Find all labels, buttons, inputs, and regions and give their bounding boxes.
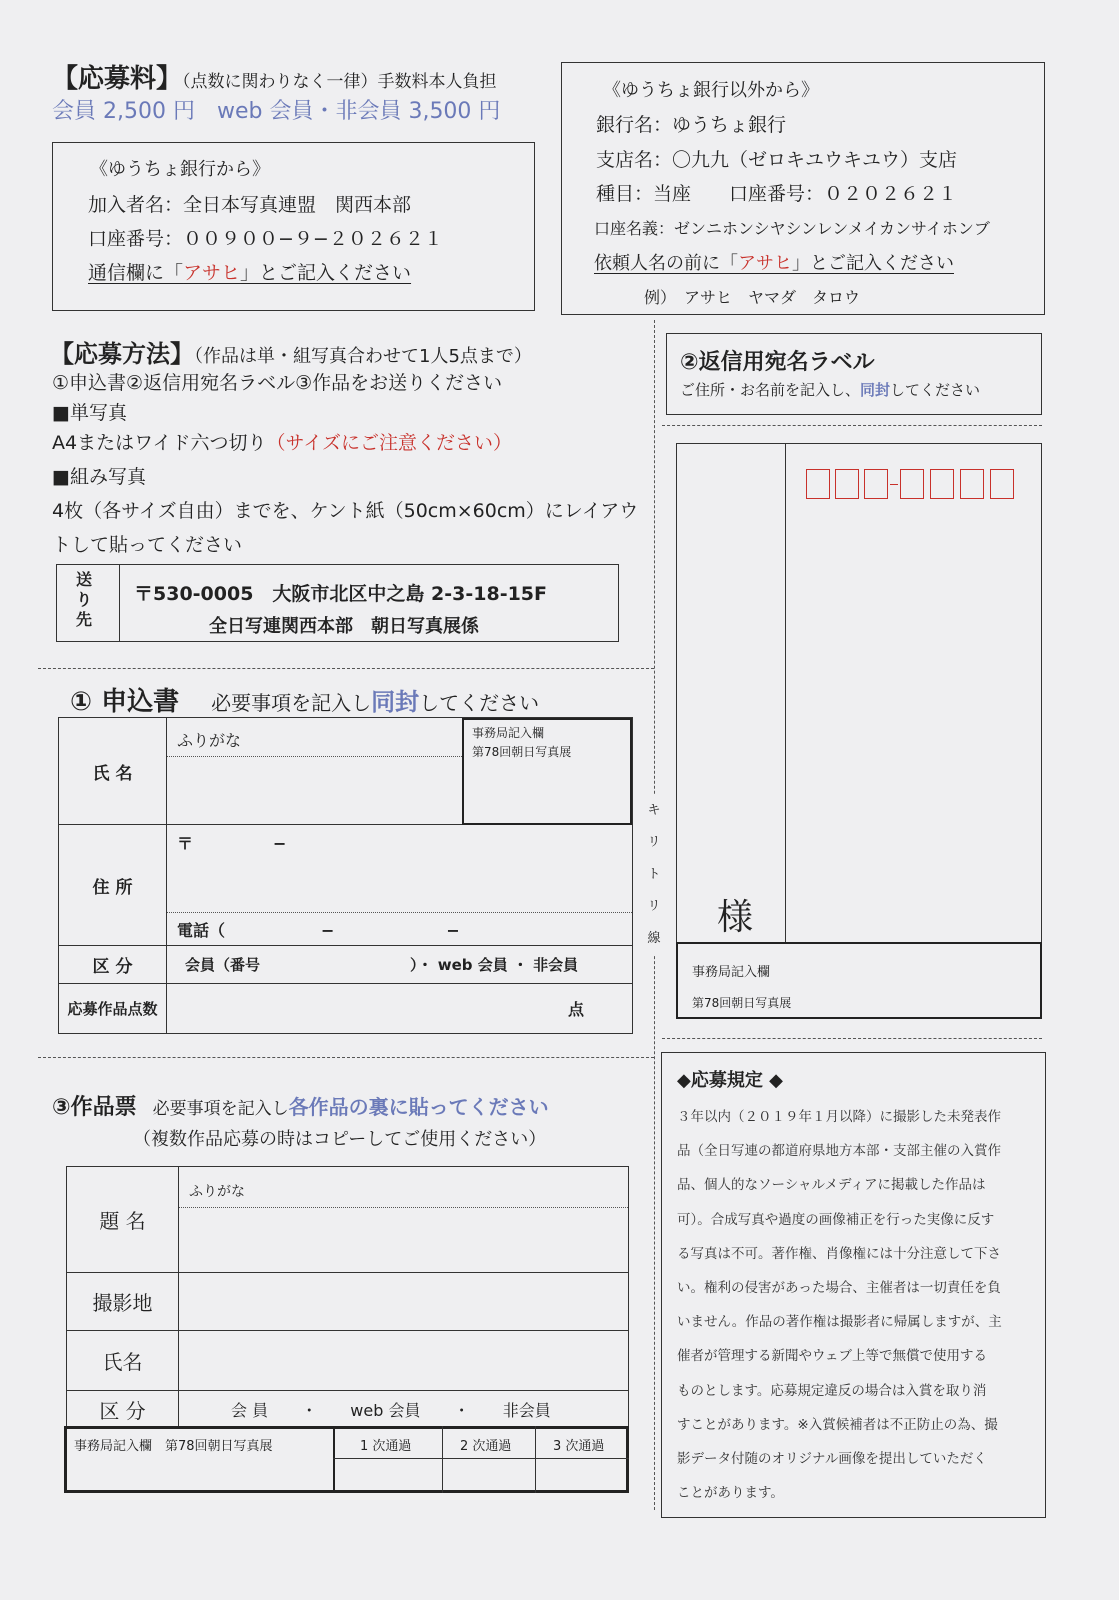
rules-line: いません。作品の著作権は撮影者に帰属しますが、主 (677, 1314, 1002, 1331)
reply-label-name-area[interactable] (678, 445, 783, 940)
ticket-round-3: 3 次通過 (553, 1439, 605, 1454)
method-send: ①申込書②返信用宛名ラベル③作品をお送りください (52, 372, 503, 394)
method-heading (50, 334, 532, 369)
requester-keyword: アサヒ (738, 253, 792, 274)
label-title: ②返信用宛名ラベル (680, 350, 875, 375)
postal-box-2[interactable] (835, 469, 859, 499)
cut-line-right-top (662, 425, 1042, 426)
form-count-label: 応募作品点数 (67, 1000, 158, 1018)
ticket-category-cell[interactable] (179, 1391, 629, 1428)
form-count-cell[interactable] (167, 984, 633, 1034)
application-form-table (58, 717, 633, 1034)
ticket-cat-web: web 会員 (350, 1400, 421, 1420)
form-count-unit: 点 (567, 1000, 584, 1019)
label-office-label: 事務局記入欄 (692, 965, 771, 980)
ticket-round-2: 2 次通過 (460, 1439, 512, 1454)
form-category-label-cell (59, 946, 167, 984)
yucho-other-branch: 支店名：〇九九（ゼロキユウキユウ）支店 (596, 149, 958, 171)
size-warning: （サイズにご注意ください） (266, 432, 513, 454)
form-phone: 電話（ − − (177, 921, 460, 940)
form-furigana: ふりがな (177, 731, 242, 750)
form-instruction-end: してください (419, 691, 540, 715)
ticket-name-label: 氏名 (102, 1350, 143, 1374)
ticket-round-1-check[interactable] (335, 1460, 441, 1490)
form-name-cell[interactable] (167, 718, 633, 825)
rules-line: 品、個人的なソーシャルメディアに掲載した作品は (677, 1177, 986, 1194)
phone-divider (167, 912, 632, 913)
postal-box-4[interactable] (900, 469, 924, 499)
label-enclose: 同封 (860, 381, 891, 399)
yucho-other-requester: 依頼人名の前に「アサヒ」とご記入ください (594, 253, 954, 274)
yucho-from-heading: 《ゆうちょ銀行から》 (90, 159, 270, 180)
ticket-name-label-cell (67, 1331, 179, 1391)
address-label-divider (119, 564, 120, 642)
reply-label-address-area[interactable] (788, 510, 1040, 940)
postal-box-1[interactable] (806, 469, 830, 499)
ticket-category-label: 区 分 (99, 1398, 146, 1423)
ticket-furigana: ふりがな (189, 1184, 245, 1200)
rules-line: すことがあります。※入賞候補者は不正防止の為、撮 (677, 1416, 998, 1433)
rules-title: ◆応募規定 ◆ (677, 1070, 783, 1091)
ticket-cat-dot-2: ・ (453, 1400, 470, 1420)
form-name-label: 氏 名 (92, 763, 133, 784)
form-address-label: 住 所 (92, 877, 133, 898)
ticket-round-1: 1 次通過 (360, 1439, 412, 1454)
work-ticket-table (66, 1166, 629, 1428)
cut-line-left-bottom (38, 1057, 654, 1058)
label-office-event: 第78回朝日写真展 (692, 996, 792, 1010)
ticket-office-vline-3 (535, 1426, 536, 1493)
yucho-from-holder: 加入者名：全日本写真連盟 関西本部 (88, 194, 412, 216)
form-postal: 〒 − (177, 834, 287, 853)
form-address-cell[interactable] (167, 825, 633, 946)
rules-line: 可）。合成写真や過度の画像補正を行った実像に反す (677, 1211, 995, 1228)
fee-prices: 会員 2,500 円 web 会員・非会員 3,500 円 (52, 99, 501, 124)
label-note: ご住所・お名前を記入し、同封してください (680, 381, 981, 399)
form-category-text: 会員（番号 ）・ web 会員 ・ 非会員 (185, 956, 579, 974)
ticket-title-label: 題 名 (99, 1209, 146, 1233)
postal-box-7[interactable] (990, 469, 1014, 499)
method-group-text-1: 4枚（各サイズ自由）までを、ケント紙（50cm×60cm）にレイアウ (52, 500, 639, 522)
form-office-label: 事務局記入欄 (472, 726, 545, 740)
ticket-cat-member: 会 員 (231, 1400, 269, 1420)
yucho-from-account: 口座番号：００９００−９−２０２６２１ (88, 228, 443, 250)
ticket-title-label-cell (67, 1167, 179, 1273)
method-title: 【応募方法】 (50, 340, 194, 368)
rules-body (677, 1100, 1033, 1510)
ticket-instruction: 必要事項を記入し (152, 1099, 289, 1119)
fee-heading (52, 58, 497, 95)
rules-line: 品（全日写連の都道府県地方本部・支部主催の入賞作 (677, 1143, 1001, 1160)
rules-line: る写真は不可。著作権、肖像権には十分注意して下さ (677, 1245, 1001, 1262)
furigana-divider (167, 756, 462, 757)
cut-line-left-top (38, 668, 654, 669)
method-single-heading: ■単写真 (52, 402, 127, 424)
form-name-input[interactable] (171, 760, 458, 820)
ticket-title-cell[interactable] (179, 1167, 629, 1273)
form-address-label-cell (59, 825, 167, 946)
yucho-other-bank: 銀行名：ゆうちょ銀行 (596, 114, 787, 136)
method-note: （作品は単・組写真合わせて1人5点まで） (194, 346, 532, 367)
method-single: A4またはワイド六つ切り（サイズにご注意ください） (52, 432, 513, 454)
ticket-round-3-check[interactable] (537, 1460, 627, 1490)
rules-line: 催者が管理する新聞やウェブ上等で無償で使用する (677, 1348, 987, 1365)
ticket-office-hline (333, 1458, 629, 1459)
rules-line: ものとします。応募規定違反の場合は入賞を取り消 (677, 1382, 987, 1399)
yucho-other-type-account: 種目：当座 口座番号：０２０２６２１ (596, 183, 958, 205)
form-heading (70, 681, 539, 718)
rules-line: 影データ付随のオリジナル画像を提出していただく (677, 1451, 987, 1468)
label-honorific: 様 (717, 897, 754, 938)
yucho-other-account-name: 口座名義：ゼンニホンシヤシンレンメイカンサイホンブ (594, 219, 990, 238)
ticket-office-label: 事務局記入欄 第78回朝日写真展 (74, 1439, 273, 1454)
rules-line: い。権利の侵害があった場合、主催者は一切責任を負 (677, 1280, 1001, 1297)
ticket-name-cell[interactable] (179, 1331, 629, 1391)
rules-line: ことがあります。 (677, 1485, 784, 1502)
ticket-furigana-divider (179, 1207, 628, 1208)
reply-label-divider (785, 443, 786, 942)
form-instruction: 必要事項を記入し (211, 691, 372, 715)
ticket-cat-non: 非会員 (502, 1400, 551, 1420)
ticket-copy-note: （複数作品応募の時はコピーしてご使用ください） (133, 1129, 547, 1150)
form-category-label: 区 分 (92, 957, 133, 977)
fee-note: （点数に関わりなく一律）手数料本人負担 (182, 72, 497, 92)
ticket-location-label-cell (67, 1273, 179, 1331)
yucho-from-memo: 通信欄に「アサヒ」とご記入ください (88, 262, 412, 284)
ticket-title: ③作品票 (52, 1095, 137, 1120)
label-office-box (676, 942, 1042, 1019)
form-office-box (462, 718, 632, 825)
ticket-round-2-check[interactable] (444, 1460, 534, 1490)
method-group-heading: ■組み写真 (52, 466, 146, 488)
ticket-heading (52, 1090, 549, 1121)
postal-box-5[interactable] (930, 469, 954, 499)
postal-box-6[interactable] (960, 469, 984, 499)
ticket-category-label-cell (67, 1391, 179, 1428)
postal-hyphen (890, 484, 898, 485)
form-name-label-cell (59, 718, 167, 825)
ticket-office-vline-2 (442, 1426, 443, 1493)
memo-keyword: アサヒ (183, 262, 241, 284)
form-title: ① 申込書 (70, 687, 180, 717)
postal-box-3[interactable] (864, 469, 888, 499)
cut-line-label: キリトリ線 (646, 795, 662, 955)
ticket-cat-dot-1: ・ (301, 1400, 318, 1420)
form-enclose: 同封 (371, 688, 420, 716)
cut-line-right-bottom (662, 1038, 1042, 1039)
yucho-other-example: 例） アサヒ ヤマダ タロウ (644, 288, 861, 307)
form-count-label-cell (59, 984, 167, 1034)
address-line2: 全日写連関西本部 朝日写真展係 (209, 616, 479, 637)
rules-line: ３年以内（２０１９年１月以降）に撮影した未発表作 (677, 1109, 1001, 1125)
ticket-emphasis: 各作品の裏に貼ってください (288, 1095, 549, 1119)
address-line1: 〒530-0005 大阪市北区中之島 2-3-18-15F (134, 583, 548, 605)
method-group-text-2: トして貼ってください (52, 534, 243, 556)
fee-title: 【応募料】 (52, 64, 183, 94)
form-office-event: 第78回朝日写真展 (472, 745, 572, 759)
yucho-other-heading: 《ゆうちょ銀行以外から》 (603, 80, 819, 101)
address-label: 送り先 (76, 570, 93, 629)
form-category-cell[interactable] (167, 946, 633, 984)
ticket-location-label: 撮影地 (92, 1291, 153, 1315)
ticket-location-cell[interactable] (179, 1273, 629, 1331)
